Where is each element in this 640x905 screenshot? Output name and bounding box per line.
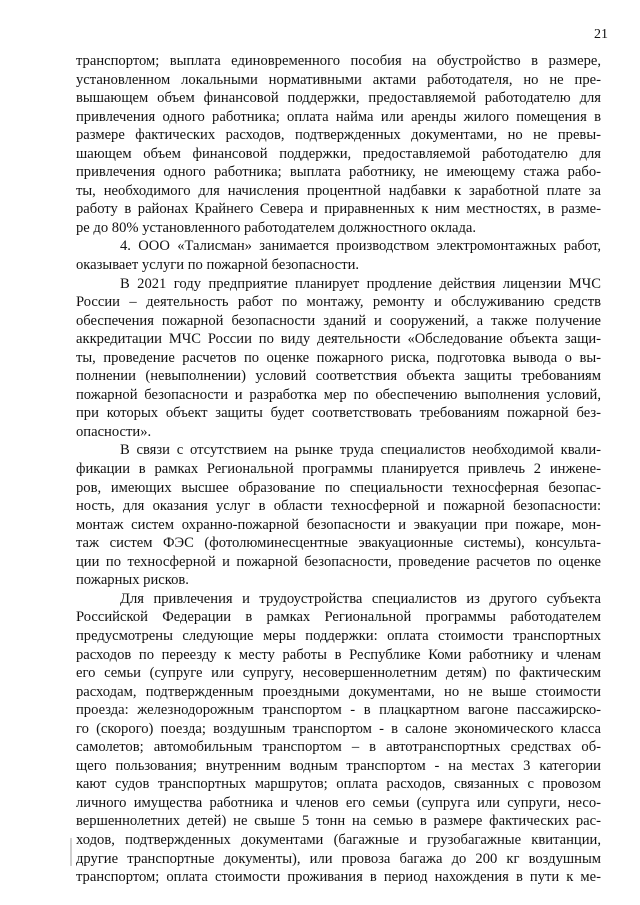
text-line: 4. ООО «Талисман» занимается производством электромонтажных работ, <box>120 238 601 255</box>
text-line: фикации в рамках Региональной программы планируется привлечь 2 инжене- <box>76 461 601 478</box>
text-line: Для привлечения и трудоустройства специалистов из другого субъекта <box>120 590 601 607</box>
text-line: шающем объем финансовой поддержки, предоставляемой работодателю для <box>76 145 601 162</box>
text-line: полнении (невыполнении) условий соответствия объекта защиты требованиям <box>76 368 601 385</box>
text-line: ность, для оказания услуг в области техносферной и пожарной безопасности: <box>76 498 601 515</box>
text-line: его семьи (супруге или супругу, несовершеннолетним детям) по фактическим <box>76 665 601 682</box>
text-line: аккредитации МЧС России по виду деятельности «Обследование объекта защи- <box>76 331 601 348</box>
text-line: расходов по переезду к месту работы в Республике Коми работнику и членам <box>76 646 601 663</box>
text-line: В связи с отсутствием на рынке труда специалистов необходимой квали- <box>120 442 601 459</box>
text-line: транспортом; выплата единовременного пособия на обустройство в размере, <box>76 53 601 69</box>
text-line: личного имущества работника и членов его семьи (супруга или супруги, несо- <box>76 794 601 811</box>
text-line: вершеннолетних детей) не свыше 5 тонн на семью в размере фактических рас- <box>76 813 601 830</box>
text-line: другие транспортные документы), или провоза багажа до 200 кг воздушным <box>76 850 601 867</box>
text-line: таж систем ФЭС (фотолюминесцентные эвакуационные системы), консульта- <box>76 535 601 552</box>
text-line: транспортом; оплата стоимости проживания в период нахождения в пути к ме- <box>76 869 601 886</box>
text-line: оказывает услуги по пожарной безопасности. <box>76 257 360 274</box>
text-line: привлечения одного работника; оплата найма или аренды жилого помещения в <box>76 108 601 125</box>
scan-margin-mark <box>70 838 72 866</box>
text-line: привлечения одного работника; выплата работнику, не имеющему стажа рабо- <box>76 164 601 181</box>
text-line: работу в районах Крайнего Севера и приравненных к ним местностях, в разме- <box>76 201 601 218</box>
text-line: самолетов; автомобильным транспортом – в автотранспортных средствах об- <box>76 739 601 756</box>
page-number: 21 <box>594 27 608 42</box>
text-line: установленном локальными нормативными актами работодателя, но не пре- <box>76 71 601 88</box>
text-line: при которых объект защиты будет соответствовать требованиям пожарной без- <box>76 405 601 422</box>
text-line: обеспечения пожарной безопасности зданий и сооружений, а также получение <box>76 312 601 329</box>
text-line: Российской Федерации в рамках Региональной программы работодателем <box>76 609 601 626</box>
text-line: ходов, подтвержденных документами (багажные и грузобагажные квитанции, <box>76 831 601 848</box>
text-line: вышающем объем финансовой поддержки, предоставляемой работодателю для <box>76 90 601 107</box>
body-text <box>76 52 601 887</box>
text-line: ты, необходимого для начисления процентной надбавки к заработной плате за <box>76 182 601 199</box>
text-line: ре до 80% установленного работодателем должностного оклада. <box>76 219 477 236</box>
text-line: пожарных рисков. <box>76 572 189 589</box>
text-line: размере фактических расходов, подтвержденных документами, но не превы- <box>76 127 601 144</box>
text-line: проезда: железнодорожным транспортом - в плацкартном вагоне пассажирско- <box>76 702 601 719</box>
text-line: кают судов транспортных маршрутов; оплата расходов, связанных с провозом <box>76 776 601 793</box>
text-line: ции по техносферной и пожарной безопасности, проведение расчетов по оценке <box>76 553 601 570</box>
text-line: щего пользования; внутренним водным транспортом - на местах 3 категории <box>76 757 601 774</box>
text-line: ты, проведение расчетов по оценке пожарного риска, подготовка вывода о вы- <box>76 349 601 366</box>
text-line: России – деятельность работ по монтажу, ремонту и обслуживанию средств <box>76 294 601 311</box>
text-line: го (скорого) поезда; воздушным транспортом - в салоне экономического класса <box>76 720 601 737</box>
text-line: В 2021 году предприятие планирует продление действия лицензии МЧС <box>120 275 601 292</box>
text-line: монтаж систем охранно-пожарной безопасности и эвакуации при пожаре, мон- <box>76 516 601 533</box>
text-line: предусмотрены следующие меры поддержки: оплата стоимости транспортных <box>76 627 601 644</box>
text-line: опасности». <box>76 423 152 440</box>
text-line: расходам, подтвержденным проездными документами, но не выше стоимости <box>76 683 601 700</box>
text-line: ров, имеющих высшее образование по специальности техносферная безопас- <box>76 479 601 496</box>
text-line: пожарной безопасности и разработка мер по обеспечению выполнения условий, <box>76 386 601 403</box>
